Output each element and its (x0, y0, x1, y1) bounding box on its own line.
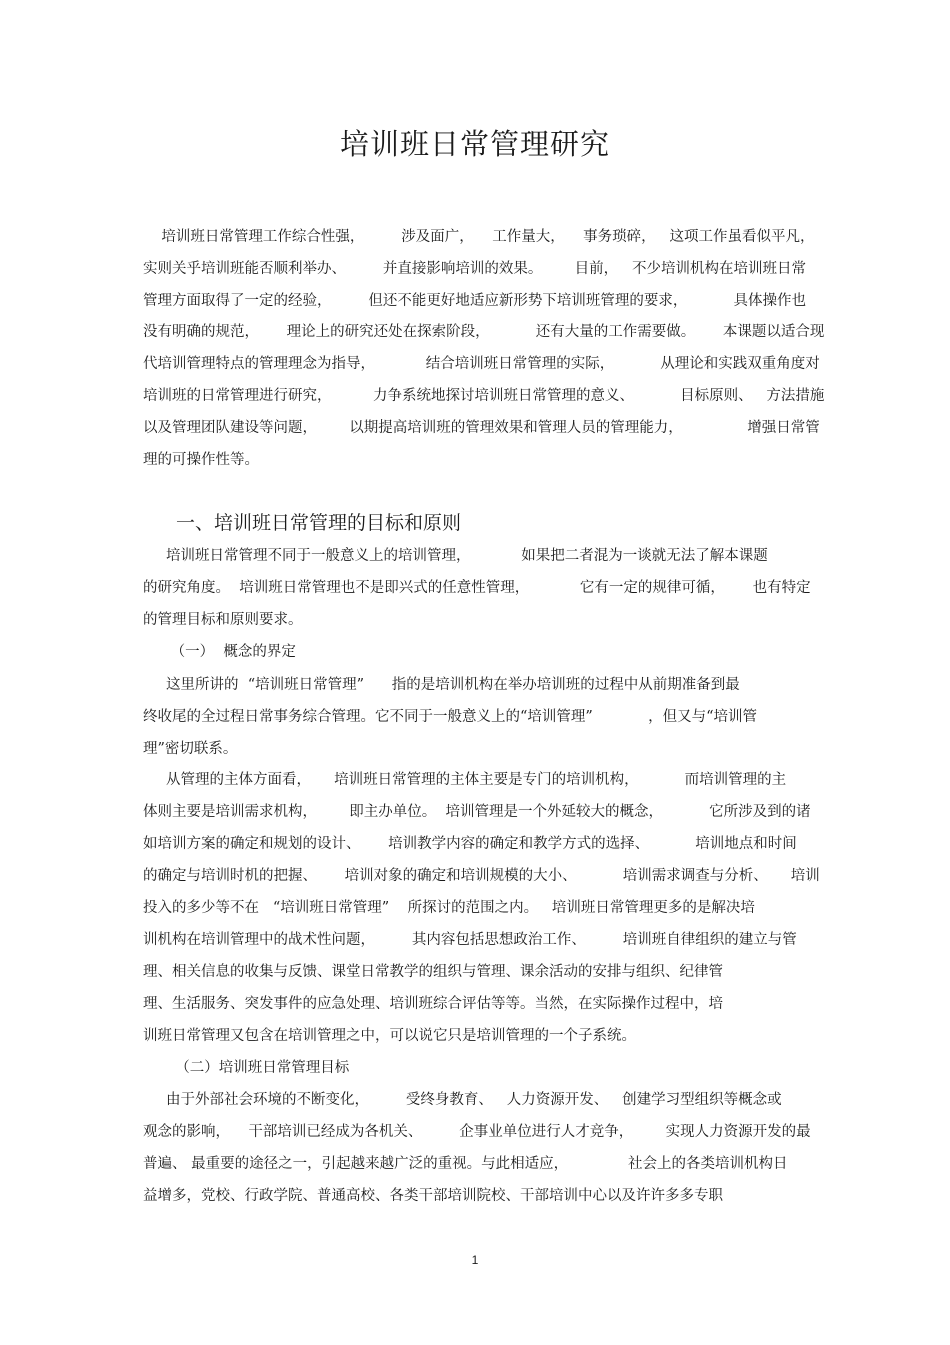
text-line: 终收尾的全过程日常事务综合管理。它不同于一般意义上的“培训管理” ，但又与“培训管 (143, 709, 758, 725)
page-number: 1 (471, 1253, 479, 1267)
section-heading: 一、培训班日常管理的目标和原则 (176, 512, 462, 534)
text-line: 管理方面取得了一定的经验， 但还不能更好地适应新形势下培训班管理的要求， 具体操作也 (143, 293, 806, 309)
text-line: 理、相关信息的收集与反馈、课堂日常教学的组织与管理、课余活动的安排与组织、纪律管 (143, 964, 723, 980)
document-title: 培训班日常管理研究 (339, 127, 610, 161)
text-line: 普遍、 最重要的途径之一，引起越来越广泛的重视。与此相适应， 社会上的各类培训机构日 (143, 1156, 788, 1172)
text-line: 的研究角度。 培训班日常管理也不是即兴式的任意性管理， 它有一定的规律可循， 也有特定 (143, 580, 811, 596)
text-line: 理的可操作性等。 (143, 452, 259, 468)
text-line: 如培训方案的确定和规划的设计、 培训教学内容的确定和教学方式的选择、 培训地点和时间 (143, 836, 797, 852)
text-line: 培训班日常管理不同于一般意义上的培训管理， 如果把二者混为一谈就无法了解本课题 (143, 548, 768, 564)
text-line: 体则主要是培训需求机构， 即主办单位。 培训管理是一个外延较大的概念， 它所涉及到的诸 (143, 804, 811, 820)
text-line: 的确定与培训时机的把握、 培训对象的确定和培训规模的大小、 培训需求调查与分析、 培训 (143, 868, 820, 884)
text-line: 这里所讲的 “培训班日常管理” 指的是培训机构在举办培训班的过程中从前期准备到最 (143, 677, 740, 693)
text-line: 由于外部社会环境的不断变化， 受终身教育、 人力资源开发、 创建学习型组织等概念或 (143, 1092, 782, 1108)
text-line: 投入的多少等不在 “培训班日常管理” 所探讨的范围之内。 培训班日常管理更多的是解决培 (143, 900, 755, 916)
text-line: 的管理目标和原则要求。 (143, 612, 303, 628)
text-line: 代培训管理特点的管理理念为指导， 结合培训班日常管理的实际， 从理论和实践双重角度对 (143, 356, 820, 372)
text-line: 培训班日常管理工作综合性强， 涉及面广， 工作量大， 事务琐碎， 这项工作虽看似平凡， (143, 229, 815, 245)
text-line: 理”密切联系。 (143, 741, 238, 757)
text-line: 实则关乎培训班能否顺利举办、 并直接影响培训的效果。 目前， 不少培训机构在培训班日常 (143, 261, 806, 277)
text-line: 没有明确的规范， 理论上的研究还处在探索阶段， 还有大量的工作需要做。 本课题以适合现 (143, 324, 825, 340)
text-line: 训班日常管理又包含在培训管理之中，可以说它只是培训管理的一个子系统。 (143, 1028, 636, 1044)
text-line: 以及管理团队建设等问题， 以期提高培训班的管理效果和管理人员的管理能力， 增强日常管 (143, 420, 820, 436)
text-line: 从管理的主体方面看， 培训班日常管理的主体主要是专门的培训机构， 而培训管理的主 (143, 772, 787, 788)
text-line: 益增多，党校、行政学院、普通高校、各类干部培训院校、干部培训中心以及许许多多专职 (143, 1188, 723, 1204)
subsection-heading: （一） 概念的界定 (143, 644, 296, 660)
text-line: 观念的影响， 干部培训已经成为各机关、 企事业单位进行人才竞争， 实现人力资源开发的最 (143, 1124, 811, 1140)
text-line: 理、生活服务、突发事件的应急处理、培训班综合评估等等。当然，在实际操作过程中，培 (143, 996, 723, 1012)
text-line: 培训班的日常管理进行研究， 力争系统地探讨培训班日常管理的意义、 目标原则、 方法措施 (143, 388, 825, 404)
text-line: 训机构在培训管理中的战术性问题， 其内容包括思想政治工作、 培训班自律组织的建立与管 (143, 932, 797, 948)
subsection-heading: （二）培训班日常管理目标 (143, 1060, 350, 1076)
